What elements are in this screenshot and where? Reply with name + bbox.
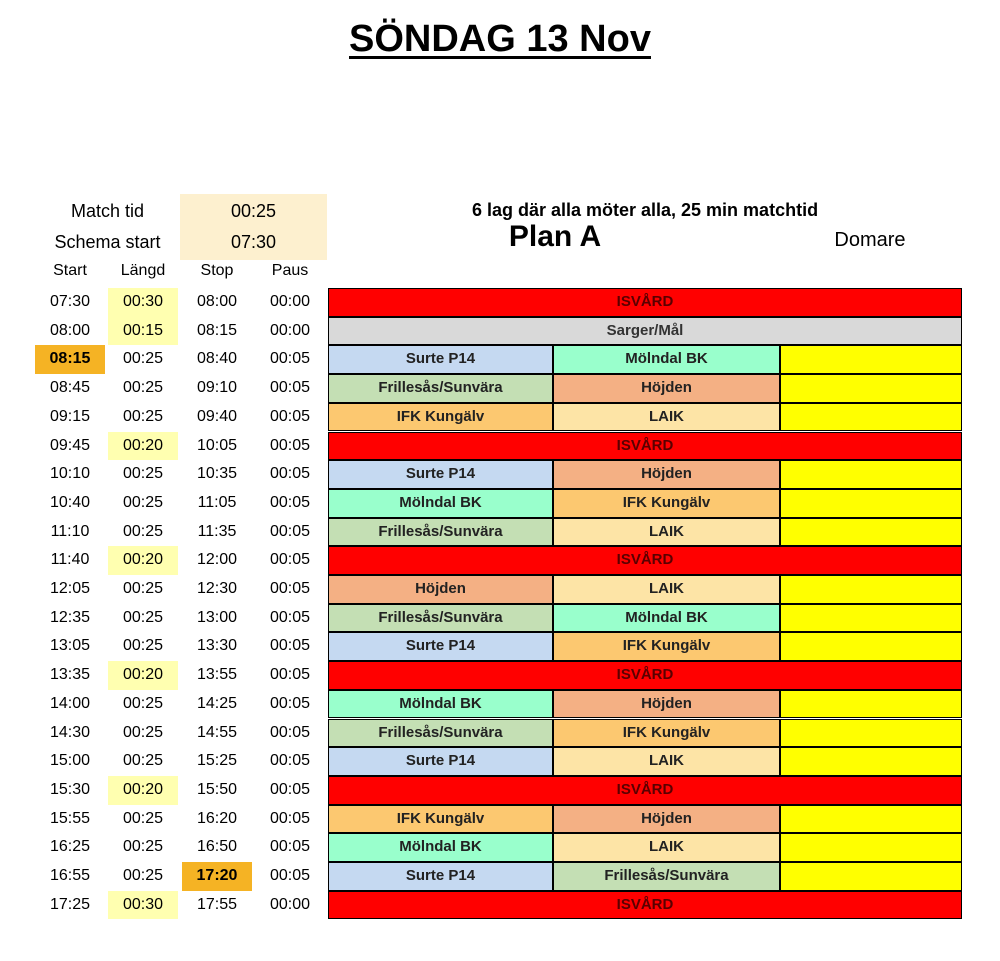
away-team: IFK Kungälv xyxy=(553,632,780,661)
setup-block: Sarger/Mål xyxy=(328,317,962,346)
table-row xyxy=(0,432,1000,461)
referee-cell xyxy=(780,403,962,432)
pause-time: 00:00 xyxy=(269,895,311,913)
table-row xyxy=(0,891,1000,920)
length-time: 00:25 xyxy=(122,465,164,483)
stop-time: 17:55 xyxy=(196,895,238,913)
length-time: 00:15 xyxy=(108,317,178,346)
table-row xyxy=(0,460,1000,489)
start-time: 14:00 xyxy=(49,694,91,712)
stop-time: 09:40 xyxy=(196,407,238,425)
table-row xyxy=(0,604,1000,633)
length-time: 00:25 xyxy=(122,637,164,655)
stop-time: 10:05 xyxy=(196,436,238,454)
pause-time: 00:05 xyxy=(269,694,311,712)
stop-time: 16:20 xyxy=(196,809,238,827)
match-tid-value: 00:25 xyxy=(180,194,327,228)
length-time: 00:25 xyxy=(122,522,164,540)
pause-time: 00:05 xyxy=(269,407,311,425)
match-tid-label: Match tid xyxy=(70,201,145,221)
pause-time: 00:05 xyxy=(269,350,311,368)
length-time: 00:25 xyxy=(122,694,164,712)
referee-header: Domare xyxy=(834,229,906,251)
length-time: 00:25 xyxy=(122,493,164,511)
home-team: Surte P14 xyxy=(328,862,553,891)
stop-time: 13:55 xyxy=(196,666,238,684)
length-time: 00:25 xyxy=(122,809,164,827)
page-title: SÖNDAG 13 Nov xyxy=(349,18,651,60)
home-team: Surte P14 xyxy=(328,747,553,776)
ice-maintenance-block: ISVÅRD xyxy=(328,776,962,805)
schema-start-label: Schema start xyxy=(54,232,161,252)
away-team: Höjden xyxy=(553,805,780,834)
stop-time: 11:35 xyxy=(197,522,237,540)
ice-maintenance-block: ISVÅRD xyxy=(328,891,962,920)
ice-maintenance-block: ISVÅRD xyxy=(328,661,962,690)
referee-cell xyxy=(780,345,962,374)
away-team: Höjden xyxy=(553,460,780,489)
away-team: LAIK xyxy=(553,833,780,862)
referee-cell xyxy=(780,575,962,604)
stop-time: 15:25 xyxy=(196,752,238,770)
table-row xyxy=(0,719,1000,748)
stop-time: 08:15 xyxy=(196,321,238,339)
pause-time: 00:05 xyxy=(269,809,311,827)
pause-time: 00:05 xyxy=(269,780,311,798)
home-team: Höjden xyxy=(328,575,553,604)
start-time: 17:25 xyxy=(49,895,91,913)
away-team: LAIK xyxy=(553,575,780,604)
length-time: 00:20 xyxy=(108,661,178,690)
pause-time: 00:00 xyxy=(269,293,311,310)
home-team: Mölndal BK xyxy=(328,690,553,719)
start-time: 09:15 xyxy=(49,407,91,425)
referee-cell xyxy=(780,719,962,748)
away-team: IFK Kungälv xyxy=(553,719,780,748)
schedule-description: 6 lag där alla möter alla, 25 min matchtid xyxy=(471,200,819,220)
table-row xyxy=(0,518,1000,547)
referee-cell xyxy=(780,374,962,403)
header-length: Längd xyxy=(120,262,166,279)
length-time: 00:20 xyxy=(108,546,178,575)
pause-time: 00:05 xyxy=(269,580,311,597)
length-time: 00:25 xyxy=(122,867,164,884)
stop-time: 14:25 xyxy=(196,694,238,712)
length-time: 00:30 xyxy=(108,891,178,920)
table-row xyxy=(0,288,1000,317)
ice-maintenance-block: ISVÅRD xyxy=(328,546,962,575)
away-team: LAIK xyxy=(553,747,780,776)
home-team: Frillesås/Sunvära xyxy=(328,518,553,547)
table-row xyxy=(0,862,1000,891)
home-team: Frillesås/Sunvära xyxy=(328,604,553,633)
home-team: IFK Kungälv xyxy=(328,805,553,834)
home-team: IFK Kungälv xyxy=(328,403,553,432)
start-time: 12:05 xyxy=(49,580,91,597)
length-time: 00:25 xyxy=(122,608,164,626)
pause-time: 00:05 xyxy=(269,493,311,511)
pause-time: 00:05 xyxy=(269,522,311,540)
pause-time: 00:05 xyxy=(269,379,311,397)
referee-cell xyxy=(780,460,962,489)
home-team: Surte P14 xyxy=(328,460,553,489)
table-row xyxy=(0,833,1000,862)
away-team: Mölndal BK xyxy=(553,604,780,633)
referee-cell xyxy=(780,632,962,661)
referee-cell xyxy=(780,747,962,776)
length-time: 00:20 xyxy=(108,776,178,805)
table-row xyxy=(0,690,1000,719)
away-team: LAIK xyxy=(553,403,780,432)
stop-time: 16:50 xyxy=(196,838,238,856)
start-time: 15:55 xyxy=(49,809,91,827)
home-team: Frillesås/Sunvära xyxy=(328,719,553,748)
referee-cell xyxy=(780,862,962,891)
header-pause: Paus xyxy=(271,262,309,279)
length-time: 00:25 xyxy=(122,752,164,770)
start-time: 13:05 xyxy=(49,637,91,655)
start-time: 07:30 xyxy=(49,293,91,310)
schema-start-value: 07:30 xyxy=(180,228,327,260)
table-row xyxy=(0,489,1000,518)
referee-cell xyxy=(780,518,962,547)
referee-cell xyxy=(780,604,962,633)
table-row xyxy=(0,317,1000,346)
start-time: 15:30 xyxy=(49,780,91,798)
start-time: 08:45 xyxy=(49,379,91,397)
start-time: 14:30 xyxy=(49,723,91,741)
length-time: 00:25 xyxy=(122,379,164,397)
length-time: 00:20 xyxy=(108,432,178,461)
length-time: 00:25 xyxy=(122,580,164,597)
stop-time: 13:30 xyxy=(196,637,238,655)
table-row xyxy=(0,776,1000,805)
pause-time: 00:05 xyxy=(269,436,311,454)
home-team: Frillesås/Sunvära xyxy=(328,374,553,403)
away-team: Mölndal BK xyxy=(553,345,780,374)
pause-time: 00:05 xyxy=(269,752,311,770)
home-team: Mölndal BK xyxy=(328,833,553,862)
table-row xyxy=(0,374,1000,403)
table-row xyxy=(0,403,1000,432)
away-team: LAIK xyxy=(553,518,780,547)
start-time: 08:15 xyxy=(35,345,105,374)
stop-time: 15:50 xyxy=(196,780,238,798)
stop-time: 12:00 xyxy=(196,551,238,569)
plan-title: Plan A xyxy=(508,220,602,253)
start-time: 10:10 xyxy=(49,465,91,483)
table-row xyxy=(0,661,1000,690)
referee-cell xyxy=(780,833,962,862)
away-team: IFK Kungälv xyxy=(553,489,780,518)
pause-time: 00:00 xyxy=(269,321,311,339)
pause-time: 00:05 xyxy=(269,666,311,684)
start-time: 16:25 xyxy=(49,838,91,856)
start-time: 09:45 xyxy=(49,436,91,454)
table-row xyxy=(0,575,1000,604)
length-time: 00:25 xyxy=(122,350,164,368)
start-time: 15:00 xyxy=(49,752,91,770)
length-time: 00:30 xyxy=(108,288,178,317)
pause-time: 00:05 xyxy=(269,723,311,741)
away-team: Frillesås/Sunvära xyxy=(553,862,780,891)
home-team: Surte P14 xyxy=(328,632,553,661)
stop-time: 12:30 xyxy=(196,580,238,597)
start-time: 16:55 xyxy=(49,867,91,884)
referee-cell xyxy=(780,805,962,834)
stop-time: 08:40 xyxy=(196,350,238,368)
header-start: Start xyxy=(53,262,87,279)
referee-cell xyxy=(780,690,962,719)
table-row xyxy=(0,632,1000,661)
stop-time: 14:55 xyxy=(196,723,238,741)
away-team: Höjden xyxy=(553,374,780,403)
stop-time: 13:00 xyxy=(196,608,238,626)
ice-maintenance-block: ISVÅRD xyxy=(328,288,962,317)
pause-time: 00:05 xyxy=(269,867,311,884)
referee-cell xyxy=(780,489,962,518)
header-stop: Stop xyxy=(200,262,234,279)
table-row xyxy=(0,345,1000,374)
stop-time: 08:00 xyxy=(196,293,238,310)
start-time: 11:10 xyxy=(50,522,90,540)
table-row xyxy=(0,747,1000,776)
pause-time: 00:05 xyxy=(269,838,311,856)
table-row xyxy=(0,546,1000,575)
ice-maintenance-block: ISVÅRD xyxy=(328,432,962,461)
table-row xyxy=(0,805,1000,834)
pause-time: 00:05 xyxy=(269,465,311,483)
start-time: 10:40 xyxy=(49,493,91,511)
pause-time: 00:05 xyxy=(269,551,311,569)
length-time: 00:25 xyxy=(122,838,164,856)
stop-time: 17:20 xyxy=(182,862,252,891)
start-time: 08:00 xyxy=(49,321,91,339)
stop-time: 10:35 xyxy=(196,465,238,483)
home-team: Mölndal BK xyxy=(328,489,553,518)
pause-time: 00:05 xyxy=(269,608,311,626)
pause-time: 00:05 xyxy=(269,637,311,655)
start-time: 13:35 xyxy=(49,666,91,684)
stop-time: 09:10 xyxy=(196,379,238,397)
length-time: 00:25 xyxy=(122,407,164,425)
length-time: 00:25 xyxy=(122,723,164,741)
stop-time: 11:05 xyxy=(197,493,237,511)
start-time: 11:40 xyxy=(50,551,90,569)
away-team: Höjden xyxy=(553,690,780,719)
home-team: Surte P14 xyxy=(328,345,553,374)
start-time: 12:35 xyxy=(49,608,91,626)
